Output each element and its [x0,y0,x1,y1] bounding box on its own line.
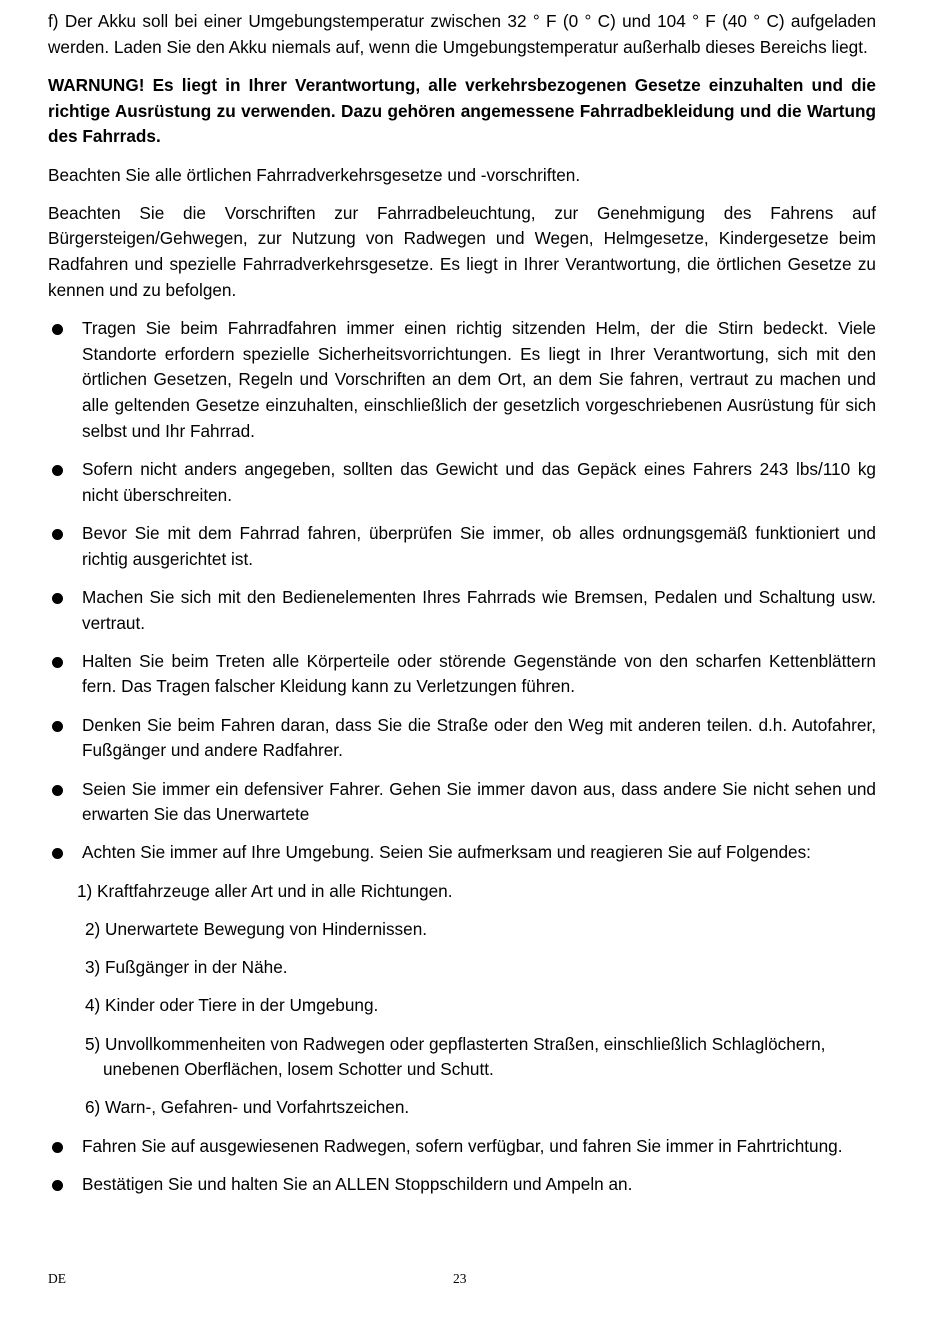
bullet-icon [52,324,63,335]
sublist-item: 2) Unerwartete Bewegung von Hindernissen. [85,918,428,939]
list-item-text: Fahren Sie auf ausgewiesenen Radwegen, sofern verfügbar, und fahren Sie immer in Fahrtrichtung. [82,1135,843,1156]
list-item-text: Bestätigen Sie und halten Sie an ALLEN Stoppschildern und Ampeln an. [82,1173,633,1194]
bullet-icon [52,657,63,668]
sublist-item [48,1032,876,1083]
bullet-icon [52,848,63,859]
list-item [48,521,876,572]
list-item-text: Sofern nicht anders angegeben, sollten das Gewicht und das Gepäck eines Fahrers 243 lbs/110 kg nicht überschreiten. [82,459,876,505]
sublist-item: 1) Kraftfahrzeuge aller Art und in alle Richtungen. [77,880,453,901]
list-item-text: Tragen Sie beim Fahrradfahren immer einen richtig sitzenden Helm, der die Stirn bedeckt. Viele Standorte erfordern spezielle Sicherheitsvorrichtungen. Es liegt in Ihrer Verantwortung, sich mit den örtlichen Gesetzen, Regeln und Vorschriften an dem Ort, an dem Sie fahren, vertraut zu machen und alle geltenden Gesetze einzuhalten, einschließlich der gesetzlich vorgeschriebenen Ausrüstung für sich selbst und Ihr Fahrrad. [82,318,876,441]
list-item-text: Machen Sie sich mit den Bedienelementen Ihres Fahrrads wie Bremsen, Pedalen und Schaltung usw. vertraut. [82,586,876,633]
list-item [48,713,876,764]
list-item [48,316,876,445]
bullet-icon [52,465,63,476]
paragraph-traffic-laws: Beachten Sie alle örtlichen Fahrradverkehrsgesetze und -vorschriften. [48,164,581,185]
list-item-text: Halten Sie beim Treten alle Körperteile oder störende Gegenstände von den scharfen Kettenblättern fern. Das Tragen falscher Kleidung kann zu Verletzungen führen. [82,650,876,697]
bullet-icon [52,721,63,732]
list-item [48,777,876,828]
list-item [48,457,876,508]
bullet-icon [52,529,63,540]
sublist-item: 6) Warn-, Gefahren- und Vorfahrtszeichen. [85,1097,410,1118]
paragraph-regulations: Beachten Sie die Vorschriften zur Fahrradbeleuchtung, zur Genehmigung des Fahrens auf Bürgersteigen/Gehwegen, zur Nutzung von Radwegen und Wegen, Helmgesetze, Kindergesetze beim Radfahren und spezielle Fahrradverkehrsgesetze. Es liegt in Ihrer Verantwortung, die örtlichen Gesetze zu kennen und zu befolgen. [48,202,876,300]
list-item [48,649,876,700]
bullet-icon [52,593,63,604]
sublist-item: 3) Fußgänger in der Nähe. [85,957,288,978]
sublist-item-continuation: unebenen Oberflächen, losem Schotter und Schutt. [103,1059,494,1080]
sublist-item-text: 5) Unvollkommenheiten von Radwegen oder gepflasterten Straßen, einschließlich Schlaglöchern, [85,1033,826,1054]
list-item-text: Bevor Sie mit dem Fahrrad fahren, überprüfen Sie immer, ob alles ordnungsgemäß funktioniert und richtig ausgerichtet ist. [82,522,876,569]
list-item [48,840,876,866]
list-item-text: Achten Sie immer auf Ihre Umgebung. Seien Sie aufmerksam und reagieren Sie auf Folgendes: [82,842,811,863]
list-item [48,1172,876,1198]
list-item-text: Seien Sie immer ein defensiver Fahrer. Gehen Sie immer davon aus, dass andere Sie nicht sehen und erwarten Sie das Unerwartete [82,778,876,825]
bullet-icon [52,1180,63,1191]
list-item-text: Denken Sie beim Fahren daran, dass Sie die Straße oder den Weg mit anderen teilen. d.h. Autofahrer, Fußgänger und andere Radfahrer. [82,714,876,761]
bullet-icon [52,785,63,796]
warning-paragraph: WARNUNG! Es liegt in Ihrer Verantwortung, alle verkehrsbezogenen Gesetze einzuhalten und die richtige Ausrüstung zu verwenden. Dazu gehören angemessene Fahrradbekleidung und die Wartung des Fahrrads. [48,74,876,147]
list-item [48,585,876,636]
document-page [48,0,876,1198]
list-item [48,1134,876,1160]
footer-page-number: 23 [453,1271,467,1286]
bullet-icon [52,1142,63,1153]
paragraph-battery-temperature: f) Der Akku soll bei einer Umgebungstemperatur zwischen 32 ° F (0 ° C) und 104 ° F (40 ° C) aufgeladen werden. Laden Sie den Akku niemals auf, wenn die Umgebungstemperatur außerhalb dieses Bereichs liegt. [48,11,876,57]
footer-language: DE [48,1271,66,1286]
sublist-item: 4) Kinder oder Tiere in der Umgebung. [85,995,379,1016]
